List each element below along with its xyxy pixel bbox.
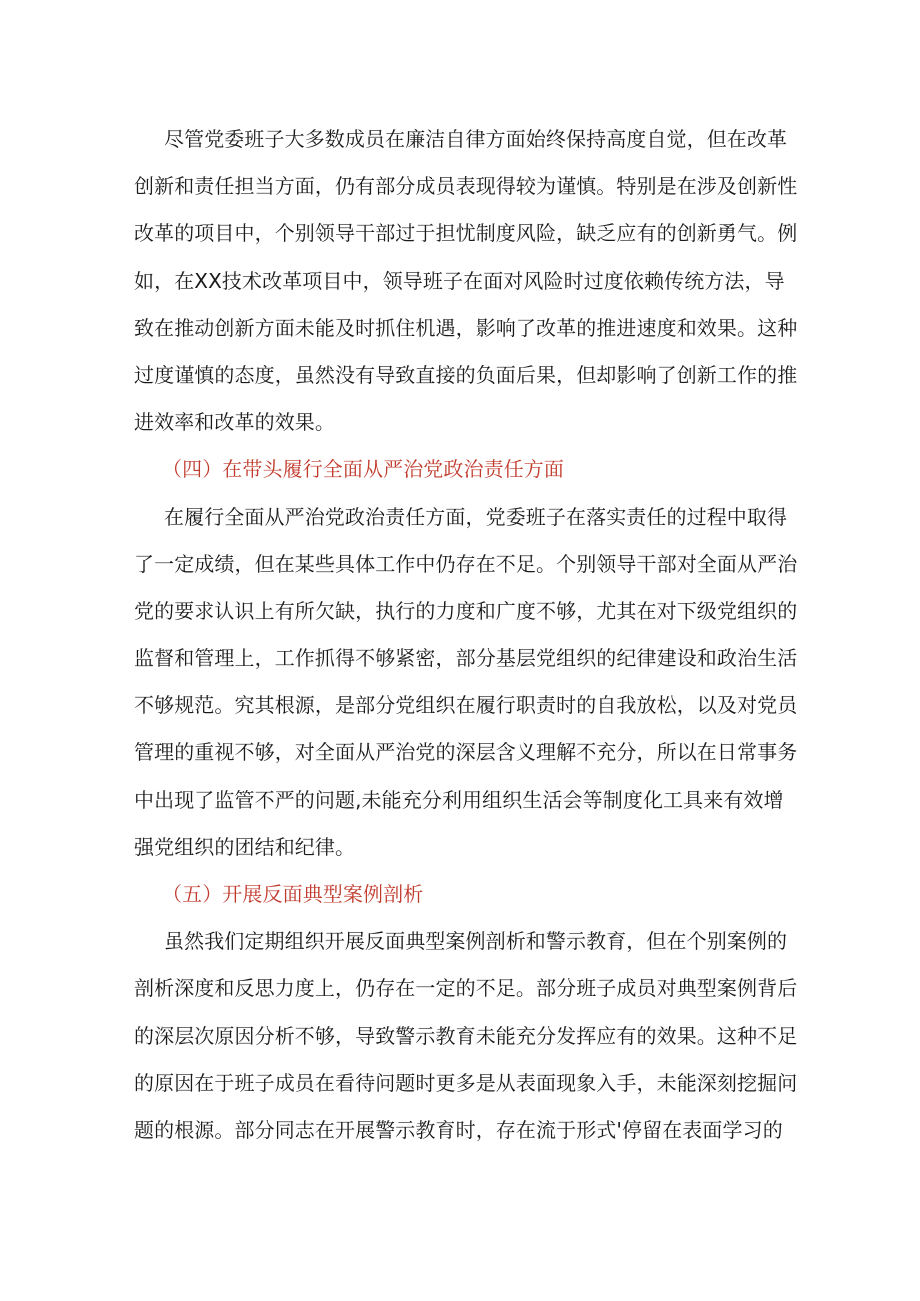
- text-line: 强党组织的团结和纪律。: [134, 834, 356, 859]
- text-line: 虽然我们定期组织开展反面典型案例剖析和警示教育，但在个别案例的: [164, 929, 788, 954]
- text-line: 党的要求认识上有所欠缺，执行的力度和广度不够，尤其在对下级党组织的: [134, 598, 798, 623]
- text-line: 题的根源。部分同志在开展警示教育时，存在流于形式'停留在表面学习的: [134, 1117, 783, 1142]
- text-line: 了一定成绩，但在某些具体工作中仍存在不足。个别领导干部对全面从严治: [134, 551, 798, 576]
- paragraph-party-responsibility: [134, 494, 798, 872]
- text-line: 进效率和改革的效果。: [134, 410, 335, 435]
- text-line: 过度谨慎的态度，虽然没有导致直接的负面后果，但却影响了创新工作的推: [134, 362, 798, 387]
- text-line: 创新和责任担当方面，仍有部分成员表现得较为谨慎。特别是在涉及创新性: [134, 174, 798, 199]
- text-line: 剖析深度和反思力度上，仍存在一定的不足。部分班子成员对典型案例背后: [134, 976, 798, 1001]
- paragraph-case-analysis: [134, 918, 798, 1154]
- paragraph-innovation-caution: [134, 116, 798, 446]
- section-heading-four: （四）在带头履行全面从严治党政治责任方面: [162, 457, 564, 482]
- section-heading-five: （五）开展反面典型案例剖析: [162, 882, 424, 906]
- text-line: 的深层次原因分析不够，导致警示教育未能充分发挥应有的效果。这种不足: [134, 1023, 798, 1048]
- text-line: 不够规范。究其根源，是部分党组织在履行职责时的自我放松，以及对党员: [134, 693, 798, 718]
- text-line: 致在推动创新方面未能及时抓住机遇，影响了改革的推进速度和效果。这种: [134, 315, 798, 340]
- text-line: 在履行全面从严治党政治责任方面，党委班子在落实责任的过程中取得: [164, 504, 788, 529]
- document-body: [134, 116, 798, 1154]
- text-line: 的原因在于班子成员在看待问题时更多是从表面现象入手，未能深刻挖掘问: [134, 1070, 798, 1095]
- text-line: 尽管党委班子大多数成员在廉洁自律方面始终保持高度自觉，但在改革: [164, 127, 788, 151]
- text-line: 改革的项目中，个别领导干部过于担忧制度风险，缺乏应有的创新勇气。例: [134, 221, 798, 246]
- text-line: 管理的重视不够，对全面从严治党的深层含义理解不充分，所以在日常事务: [134, 740, 798, 765]
- text-line: 中出现了监管不严的问题,未能充分利用组织生活会等制度化工具来有效增: [134, 787, 784, 812]
- text-line: 监督和管理上，工作抓得不够紧密，部分基层党组织的纪律建设和政治生活: [134, 646, 798, 671]
- text-line: 如，在XX技术改革项目中，领导班子在面对风险时过度依赖传统方法，导: [134, 268, 785, 293]
